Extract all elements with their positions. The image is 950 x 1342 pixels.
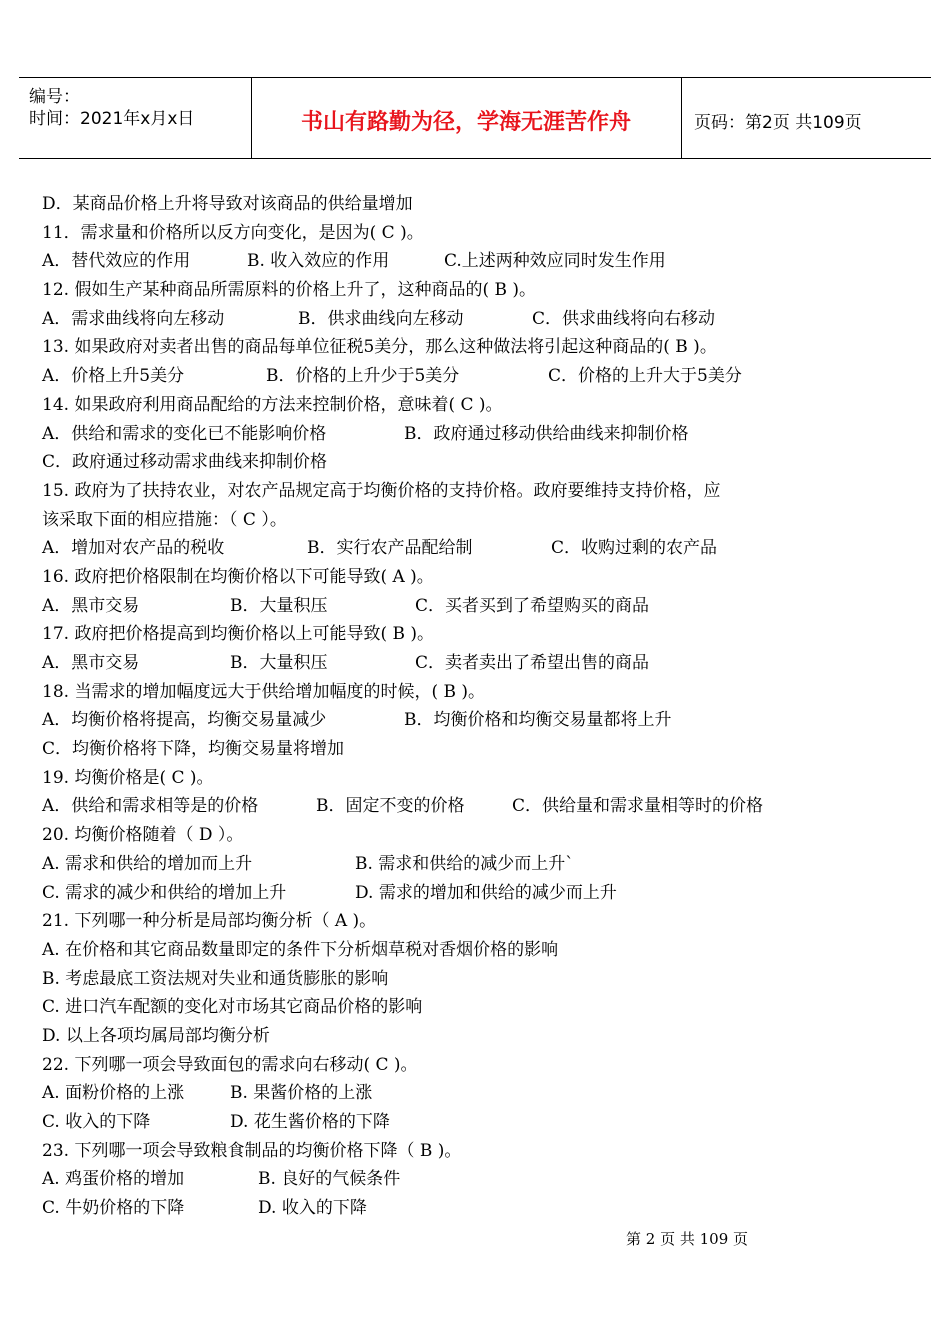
- option-text: A．增加对农产品的税收: [42, 538, 225, 559]
- option-text: B．大量积压: [230, 653, 328, 673]
- line-text: D. 以上各项均属局部均衡分析: [42, 1025, 270, 1046]
- header-motto-cell: [251, 78, 682, 158]
- line-text: D．某商品价格上升将导致对该商品的供给量增加: [42, 194, 413, 214]
- option-text: B．实行农产品配给制: [307, 538, 473, 559]
- option-text: A．供给和需求的变化已不能影响价格: [42, 423, 327, 444]
- text-line: [42, 391, 822, 420]
- line-text: 19. 均衡价格是( C )。: [42, 767, 214, 788]
- option-text: A．需求曲线将向左移动: [42, 308, 225, 329]
- page-footer: 第 2 页 共 109 页: [626, 1230, 749, 1248]
- option-text: B．政府通过移动供给曲线来抑制价格: [404, 423, 689, 444]
- option-row: [42, 792, 822, 821]
- option-text: C．卖者卖出了希望出售的商品: [415, 653, 650, 673]
- line-text: 20. 均衡价格随着（ D ）。: [42, 825, 244, 846]
- option-text: B. 收入效应的作用: [247, 251, 390, 272]
- option-row: [42, 1194, 822, 1223]
- page-code: 页码：第2页 共109页: [694, 113, 862, 133]
- option-row: [42, 362, 822, 391]
- option-text: B. 需求和供给的减少而上升`: [355, 853, 574, 874]
- option-row: [42, 1079, 822, 1108]
- line-text: 21. 下列哪一种分析是局部均衡分析（ A )。: [42, 911, 377, 932]
- option-text: A．黑市交易: [42, 653, 140, 673]
- option-row: [42, 420, 822, 449]
- option-row: [42, 1108, 822, 1137]
- option-text: B. 良好的气候条件: [258, 1169, 401, 1190]
- text-line: [42, 993, 822, 1022]
- text-line: [42, 477, 822, 506]
- text-line: [42, 764, 822, 793]
- text-line: [42, 907, 822, 936]
- option-text: D. 花生酱价格的下降: [230, 1112, 390, 1132]
- question-content: [42, 190, 822, 1223]
- text-line: [42, 333, 822, 362]
- text-line: [42, 563, 822, 592]
- option-text: C．收购过剩的农产品: [551, 538, 718, 559]
- text-line: [42, 506, 822, 535]
- text-line: [42, 448, 822, 477]
- option-row: [42, 706, 822, 735]
- option-text: D. 收入的下降: [258, 1198, 367, 1219]
- line-text: 17. 政府把价格提高到均衡价格以上可能导致( B )。: [42, 624, 435, 645]
- option-text: A. 需求和供给的增加而上升: [42, 853, 253, 874]
- line-text: 12. 假如生产某种商品所需原料的价格上升了，这种商品的( B )。: [42, 280, 537, 301]
- text-line: [42, 735, 822, 764]
- option-row: [42, 305, 822, 334]
- line-text: A. 在价格和其它商品数量即定的条件下分析烟草税对香烟价格的影响: [42, 939, 559, 960]
- line-text: 15. 政府为了扶持农业，对农产品规定高于均衡价格的支持价格。政府要维持支持价格，应: [42, 480, 721, 501]
- text-line: [42, 620, 822, 649]
- option-row: [42, 879, 822, 908]
- option-text: B. 果酱价格的上涨: [230, 1083, 373, 1104]
- option-text: C. 收入的下降: [42, 1112, 151, 1132]
- text-line: [42, 1137, 822, 1166]
- option-text: C．供求曲线将向右移动: [532, 308, 716, 329]
- option-row: [42, 247, 822, 276]
- line-text: 14. 如果政府利用商品配给的方法来控制价格，意味着( C )。: [42, 394, 503, 415]
- page-header: [19, 77, 931, 159]
- option-text: B．大量积压: [230, 595, 328, 616]
- option-row: [42, 850, 822, 879]
- option-row: [42, 649, 822, 678]
- line-text: 16. 政府把价格限制在均衡价格以下可能导致( A )。: [42, 566, 434, 587]
- line-text: C．均衡价格将下降，均衡交易量将增加: [42, 739, 345, 760]
- option-text: B．价格的上升少于5美分: [266, 366, 460, 387]
- option-text: C. 牛奶价格的下降: [42, 1198, 185, 1219]
- line-text: 13. 如果政府对卖者出售的商品每单位征税5美分，那么这种做法将引起这种商品的( B )。: [42, 337, 717, 358]
- option-row: [42, 1165, 822, 1194]
- line-text: 22. 下列哪一项会导致面包的需求向右移动( C )。: [42, 1054, 418, 1075]
- text-line: [42, 1051, 822, 1080]
- line-text: C. 进口汽车配额的变化对市场其它商品价格的影响: [42, 997, 423, 1018]
- option-text: B．固定不变的价格: [316, 796, 465, 817]
- option-text: A．均衡价格将提高，均衡交易量减少: [42, 710, 327, 731]
- option-text: A. 面粉价格的上涨: [42, 1083, 185, 1104]
- option-text: C．买者买到了希望购买的商品: [415, 595, 650, 616]
- header-info-cell: [19, 78, 252, 158]
- line-text: 23. 下列哪一项会导致粮食制品的均衡价格下降（ B )。: [42, 1140, 462, 1161]
- text-line: [42, 965, 822, 994]
- option-text: B．均衡价格和均衡交易量都将上升: [404, 710, 672, 731]
- option-text: A．黑市交易: [42, 595, 140, 616]
- option-text: C. 需求的减少和供给的增加上升: [42, 882, 287, 903]
- text-line: [42, 219, 822, 248]
- motto: 书山有路勤为径，学海无涯苦作舟: [300, 110, 631, 135]
- option-text: C.上述两种效应同时发生作用: [444, 251, 666, 272]
- option-text: D. 需求的增加和供给的减少而上升: [355, 882, 617, 903]
- option-row: [42, 534, 822, 563]
- option-text: A．价格上升5美分: [42, 366, 185, 387]
- number-label: 编号：: [29, 87, 80, 107]
- option-text: A. 鸡蛋价格的增加: [42, 1169, 185, 1190]
- text-line: [42, 1022, 822, 1051]
- option-text: A．供给和需求相等是的价格: [42, 796, 259, 817]
- option-text: C．价格的上升大于5美分: [548, 366, 742, 387]
- option-text: C．供给量和需求量相等时的价格: [512, 796, 764, 817]
- text-line: [42, 821, 822, 850]
- option-text: B．供求曲线向左移动: [298, 308, 464, 329]
- text-line: [42, 276, 822, 305]
- text-line: [42, 190, 822, 219]
- line-text: 11．需求量和价格所以反方向变化，是因为( C )。: [42, 222, 424, 243]
- line-text: 18. 当需求的增加幅度远大于供给增加幅度的时候，( B )。: [42, 681, 486, 702]
- text-line: [42, 678, 822, 707]
- line-text: B. 考虑最底工资法规对失业和通货膨胀的影响: [42, 968, 389, 989]
- header-page-cell: [682, 78, 931, 158]
- text-line: [42, 936, 822, 965]
- option-text: A．替代效应的作用: [42, 251, 191, 272]
- line-text: C．政府通过移动需求曲线来抑制价格: [42, 452, 328, 473]
- line-text: 该采取下面的相应措施：（ C ）。: [42, 509, 287, 530]
- time-label: 时间：2021年x月x日: [29, 109, 195, 129]
- option-row: [42, 592, 822, 621]
